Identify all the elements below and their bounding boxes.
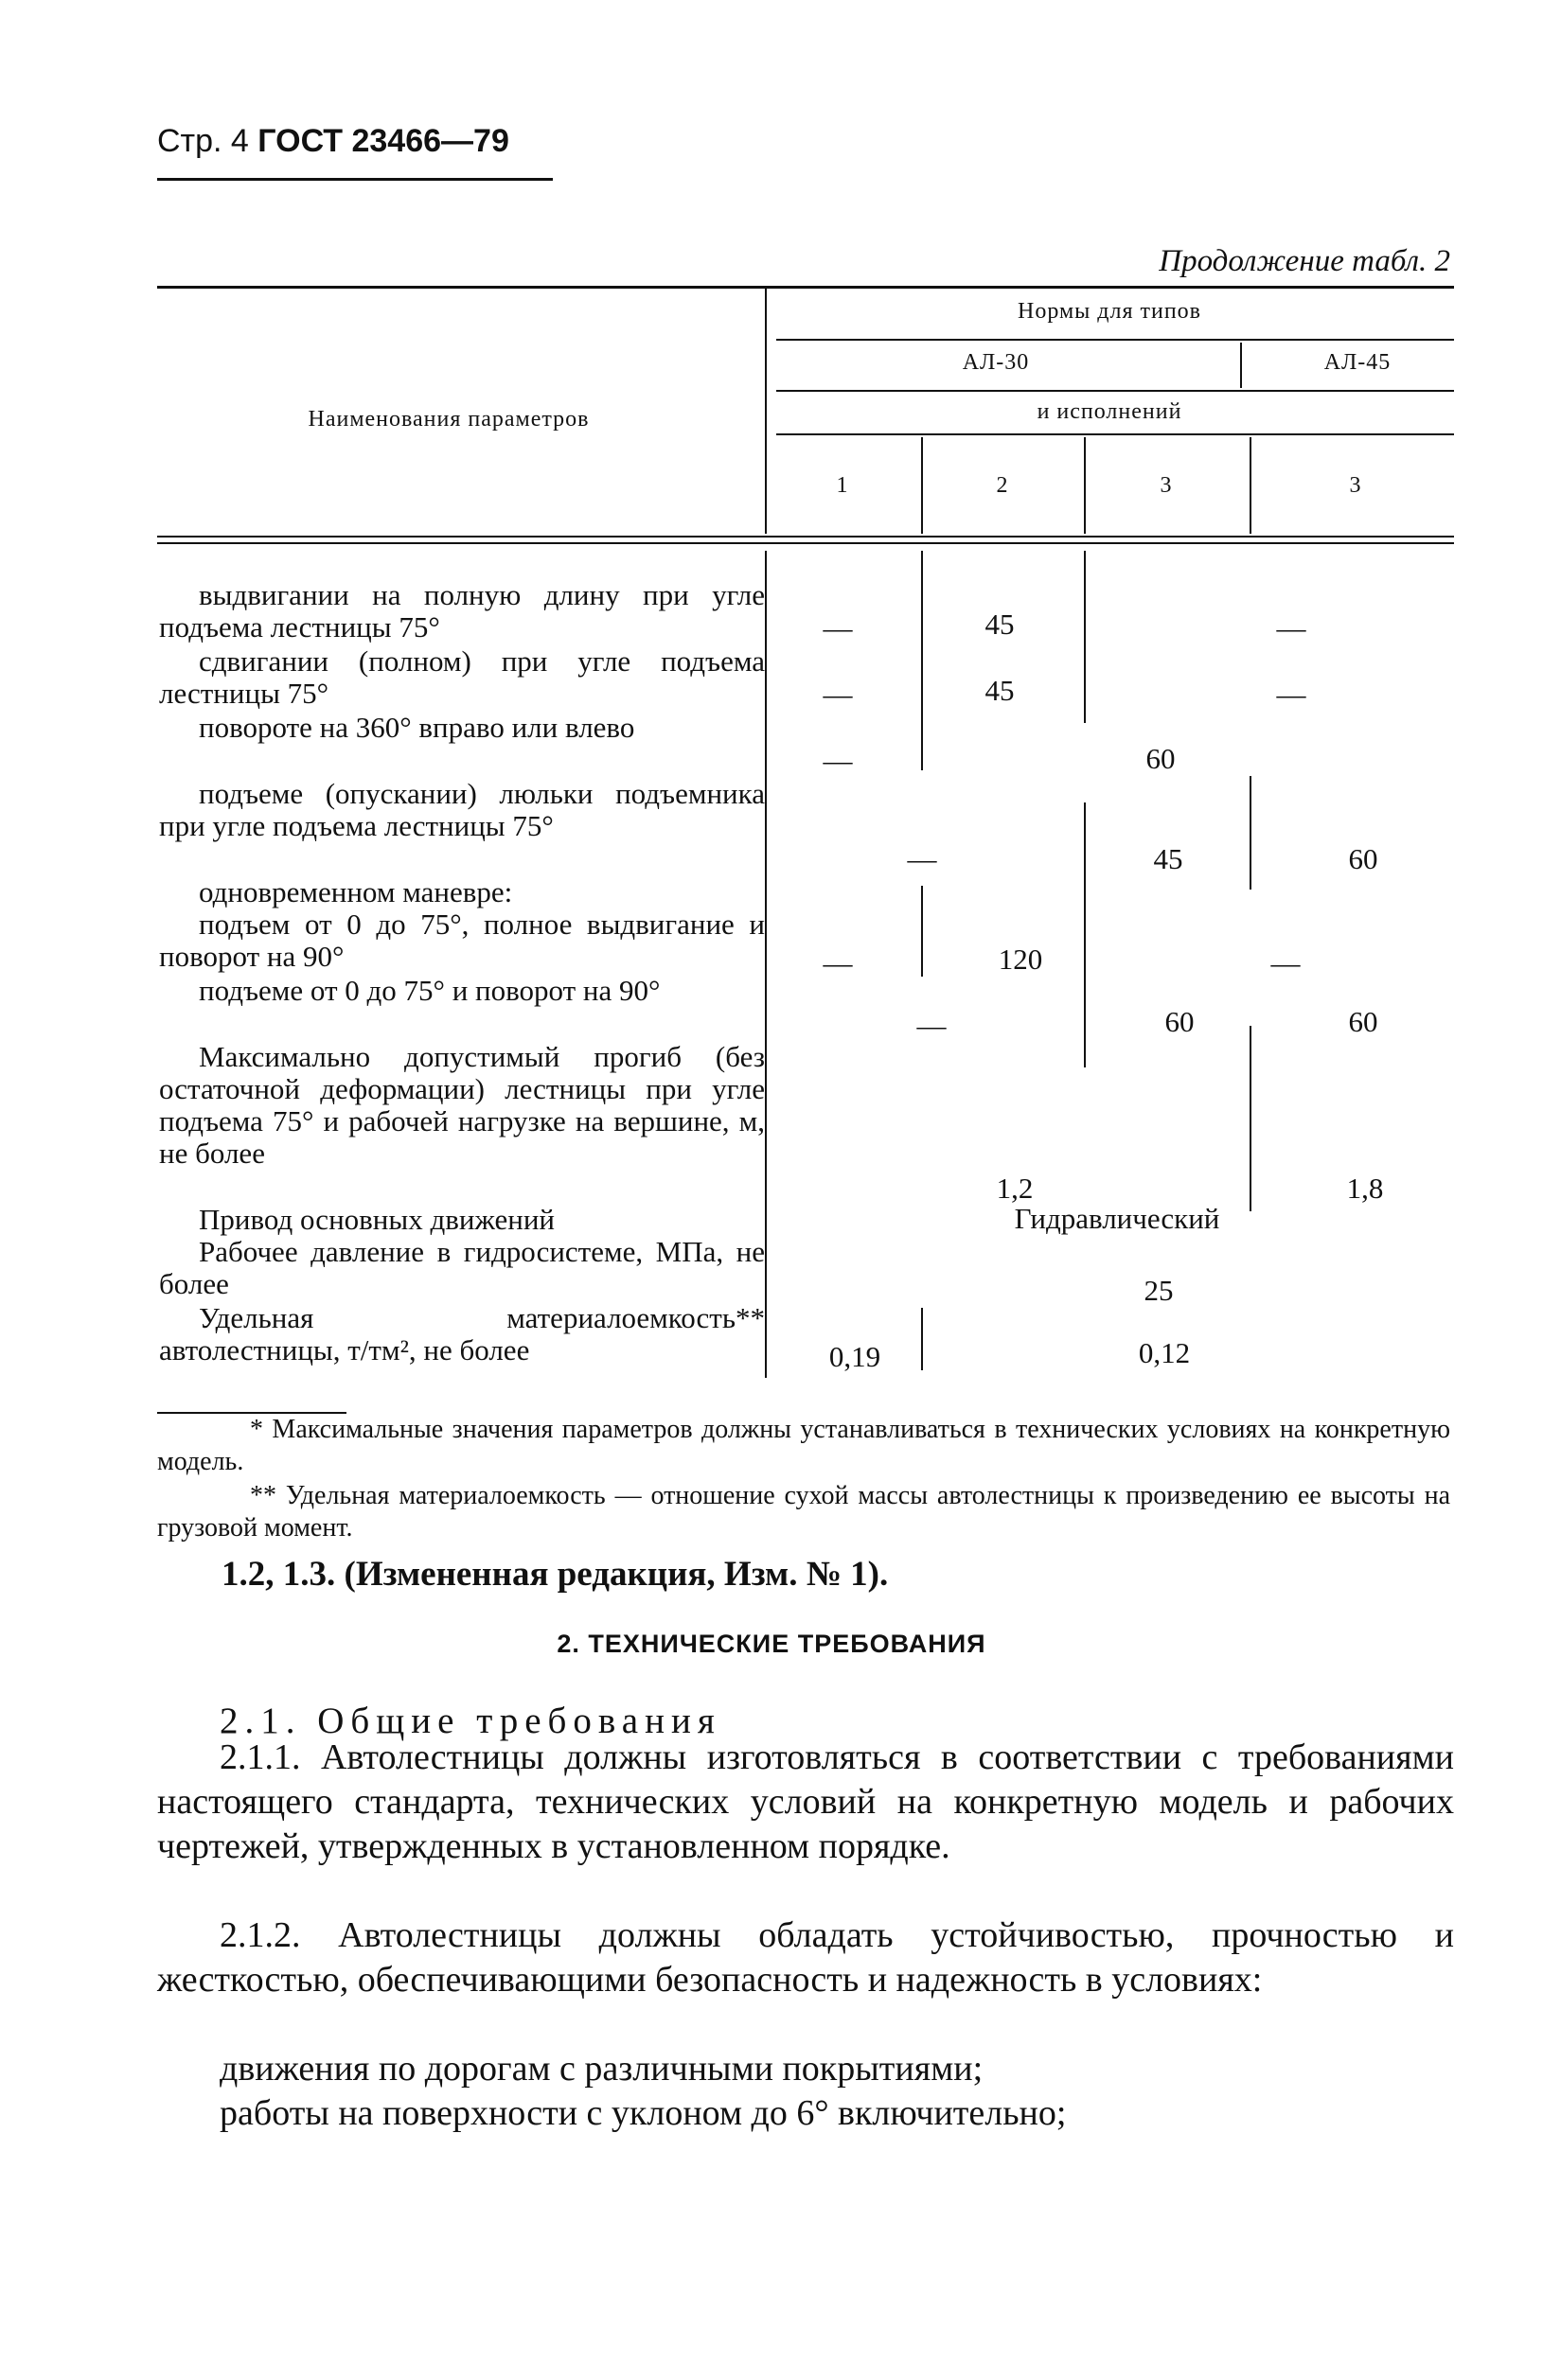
header-double-rule-bottom <box>157 542 1454 544</box>
cell-r2-c2: 45 <box>984 674 1015 707</box>
col-header-4: 3 <box>1349 473 1362 498</box>
cell-r1-c1: — <box>823 611 853 644</box>
cell-r7-c3: 60 <box>1164 1005 1195 1038</box>
body-divider-b <box>1084 551 1086 723</box>
cell-r6-c1: — <box>823 946 853 979</box>
row-label-rotation: повороте на 360° вправо или влево <box>199 711 635 744</box>
table-top-rule <box>157 286 1454 289</box>
row-label-pressure: Рабочее давление в гидросистеме, МПа, не более <box>159 1235 765 1300</box>
body-divider-f <box>1250 1026 1251 1211</box>
cell-r7-c4: 60 <box>1348 1005 1378 1038</box>
footnote-2: ** Удельная материалоемкость — отношение сухой массы автолестницы к произведению ее высоты на грузовой момент. <box>157 1481 1450 1543</box>
row-label-drive: Привод основных движений <box>199 1203 555 1236</box>
page-header <box>157 123 509 160</box>
section-title: 2. ТЕХНИЧЕСКИЕ ТРЕБОВАНИЯ <box>557 1630 986 1658</box>
cell-r3-c1: — <box>823 744 853 777</box>
col-divider-1 <box>921 437 923 534</box>
row-label-lift-cradle: подъеме (опускании) люльки подъемника при угле подъема лестницы 75° <box>159 777 765 842</box>
row-label-retraction: сдвигании (полном) при угле подъема лестницы 75° <box>159 644 765 710</box>
norms-header: Нормы для типов <box>1017 299 1202 324</box>
col-header-3: 3 <box>1160 473 1173 498</box>
cell-r11-rest: 0,12 <box>1138 1336 1191 1369</box>
body-divider-g <box>921 1308 923 1370</box>
amendment-note: 1.2, 1.3. (Измененная редакция, Изм. № 1). <box>222 1555 889 1594</box>
list-item-slope: работы на поверхности с уклоном до 6° включительно; <box>220 2093 1067 2133</box>
execution-header: и исполнений <box>1037 399 1182 424</box>
standard-number: ГОСТ 23466—79 <box>257 123 509 159</box>
cell-r6-c2: 120 <box>998 943 1043 976</box>
cell-r7-c12: — <box>916 1009 947 1042</box>
body-divider-c <box>1084 802 1086 1067</box>
types-rule <box>776 390 1454 392</box>
col-divider-2 <box>1084 437 1086 534</box>
paragraph-2-1-2: 2.1.2. Автолестницы должны обладать устойчивостью, прочностью и жесткостью, обеспечивающими безопасность и надежность в условиях: <box>157 1915 1454 2000</box>
cell-r3-c23: 60 <box>1145 742 1176 775</box>
type-al45-header: АЛ-45 <box>1323 350 1392 375</box>
type-divider <box>1240 343 1242 388</box>
row-label-lift-extend-rotate: подъем от 0 до 75°, полное выдвигание и поворот на 90° <box>159 908 765 973</box>
cell-r4-c4: 60 <box>1348 842 1378 875</box>
row-label-deflection: Максимально допустимый прогиб (без остаточной деформации) лестницы при угле подъема 75° и рабочей нагрузке на вершине, м, не более <box>159 1040 765 1170</box>
cell-r10-all: 25 <box>1144 1274 1174 1307</box>
header-underline <box>157 178 553 181</box>
cell-r9-all: Гидравлический <box>1014 1202 1220 1235</box>
type-al30-header: АЛ-30 <box>962 350 1030 375</box>
subsection-title: 2.1. Общие требования <box>220 1701 721 1741</box>
row-label-simultaneous: одновременном маневре: <box>199 875 513 908</box>
row-label-lift-rotate: подъеме от 0 до 75° и поворот на 90° <box>199 974 661 1007</box>
cell-r6-c4: — <box>1270 946 1301 979</box>
footnote-1: * Максимальные значения параметров должны устанавливаться в технических условиях на конкретную модель. <box>157 1415 1450 1476</box>
cell-r8-c123: 1,2 <box>996 1172 1034 1205</box>
row-label-extension: выдвигании на полную длину при угле подъема лестницы 75° <box>159 578 765 643</box>
header-double-rule-top <box>157 536 1454 538</box>
cell-r11-c1: 0,19 <box>828 1340 881 1373</box>
execution-rule <box>776 433 1454 435</box>
page-number: Стр. 4 <box>157 123 249 159</box>
body-divider-a <box>921 551 923 770</box>
param-column-header: Наименования параметров <box>308 407 590 432</box>
col-divider-3 <box>1250 437 1251 534</box>
body-divider-e <box>921 886 923 977</box>
cell-r2-c1: — <box>823 678 853 711</box>
cell-r8-c4: 1,8 <box>1346 1172 1384 1205</box>
norms-rule <box>776 339 1454 341</box>
cell-r1-c2: 45 <box>984 608 1015 641</box>
body-divider-d <box>1250 776 1251 890</box>
table-param-divider <box>765 286 767 534</box>
row-label-material: Удельная материалоемкость** автолестницы, т/тм², не более <box>159 1301 765 1366</box>
col-header-2: 2 <box>996 473 1009 498</box>
cell-r2-c4: — <box>1276 678 1306 711</box>
body-param-divider <box>765 551 767 1378</box>
table-continuation-label: Продолжение табл. 2 <box>1159 244 1450 278</box>
col-header-1: 1 <box>836 473 849 498</box>
cell-r1-c4: — <box>1276 611 1306 644</box>
paragraph-2-1-1: 2.1.1. Автолестницы должны изготовляться в соответствии с требованиями настоящего стандарта, технических условий на конкретную модель и рабочих чертежей, утвержденных в установленном порядке. <box>157 1737 1454 1866</box>
cell-r4-c12: — <box>907 842 937 875</box>
cell-r4-c3: 45 <box>1153 842 1183 875</box>
list-item-roads: движения по дорогам с различными покрытиями; <box>220 2049 984 2089</box>
